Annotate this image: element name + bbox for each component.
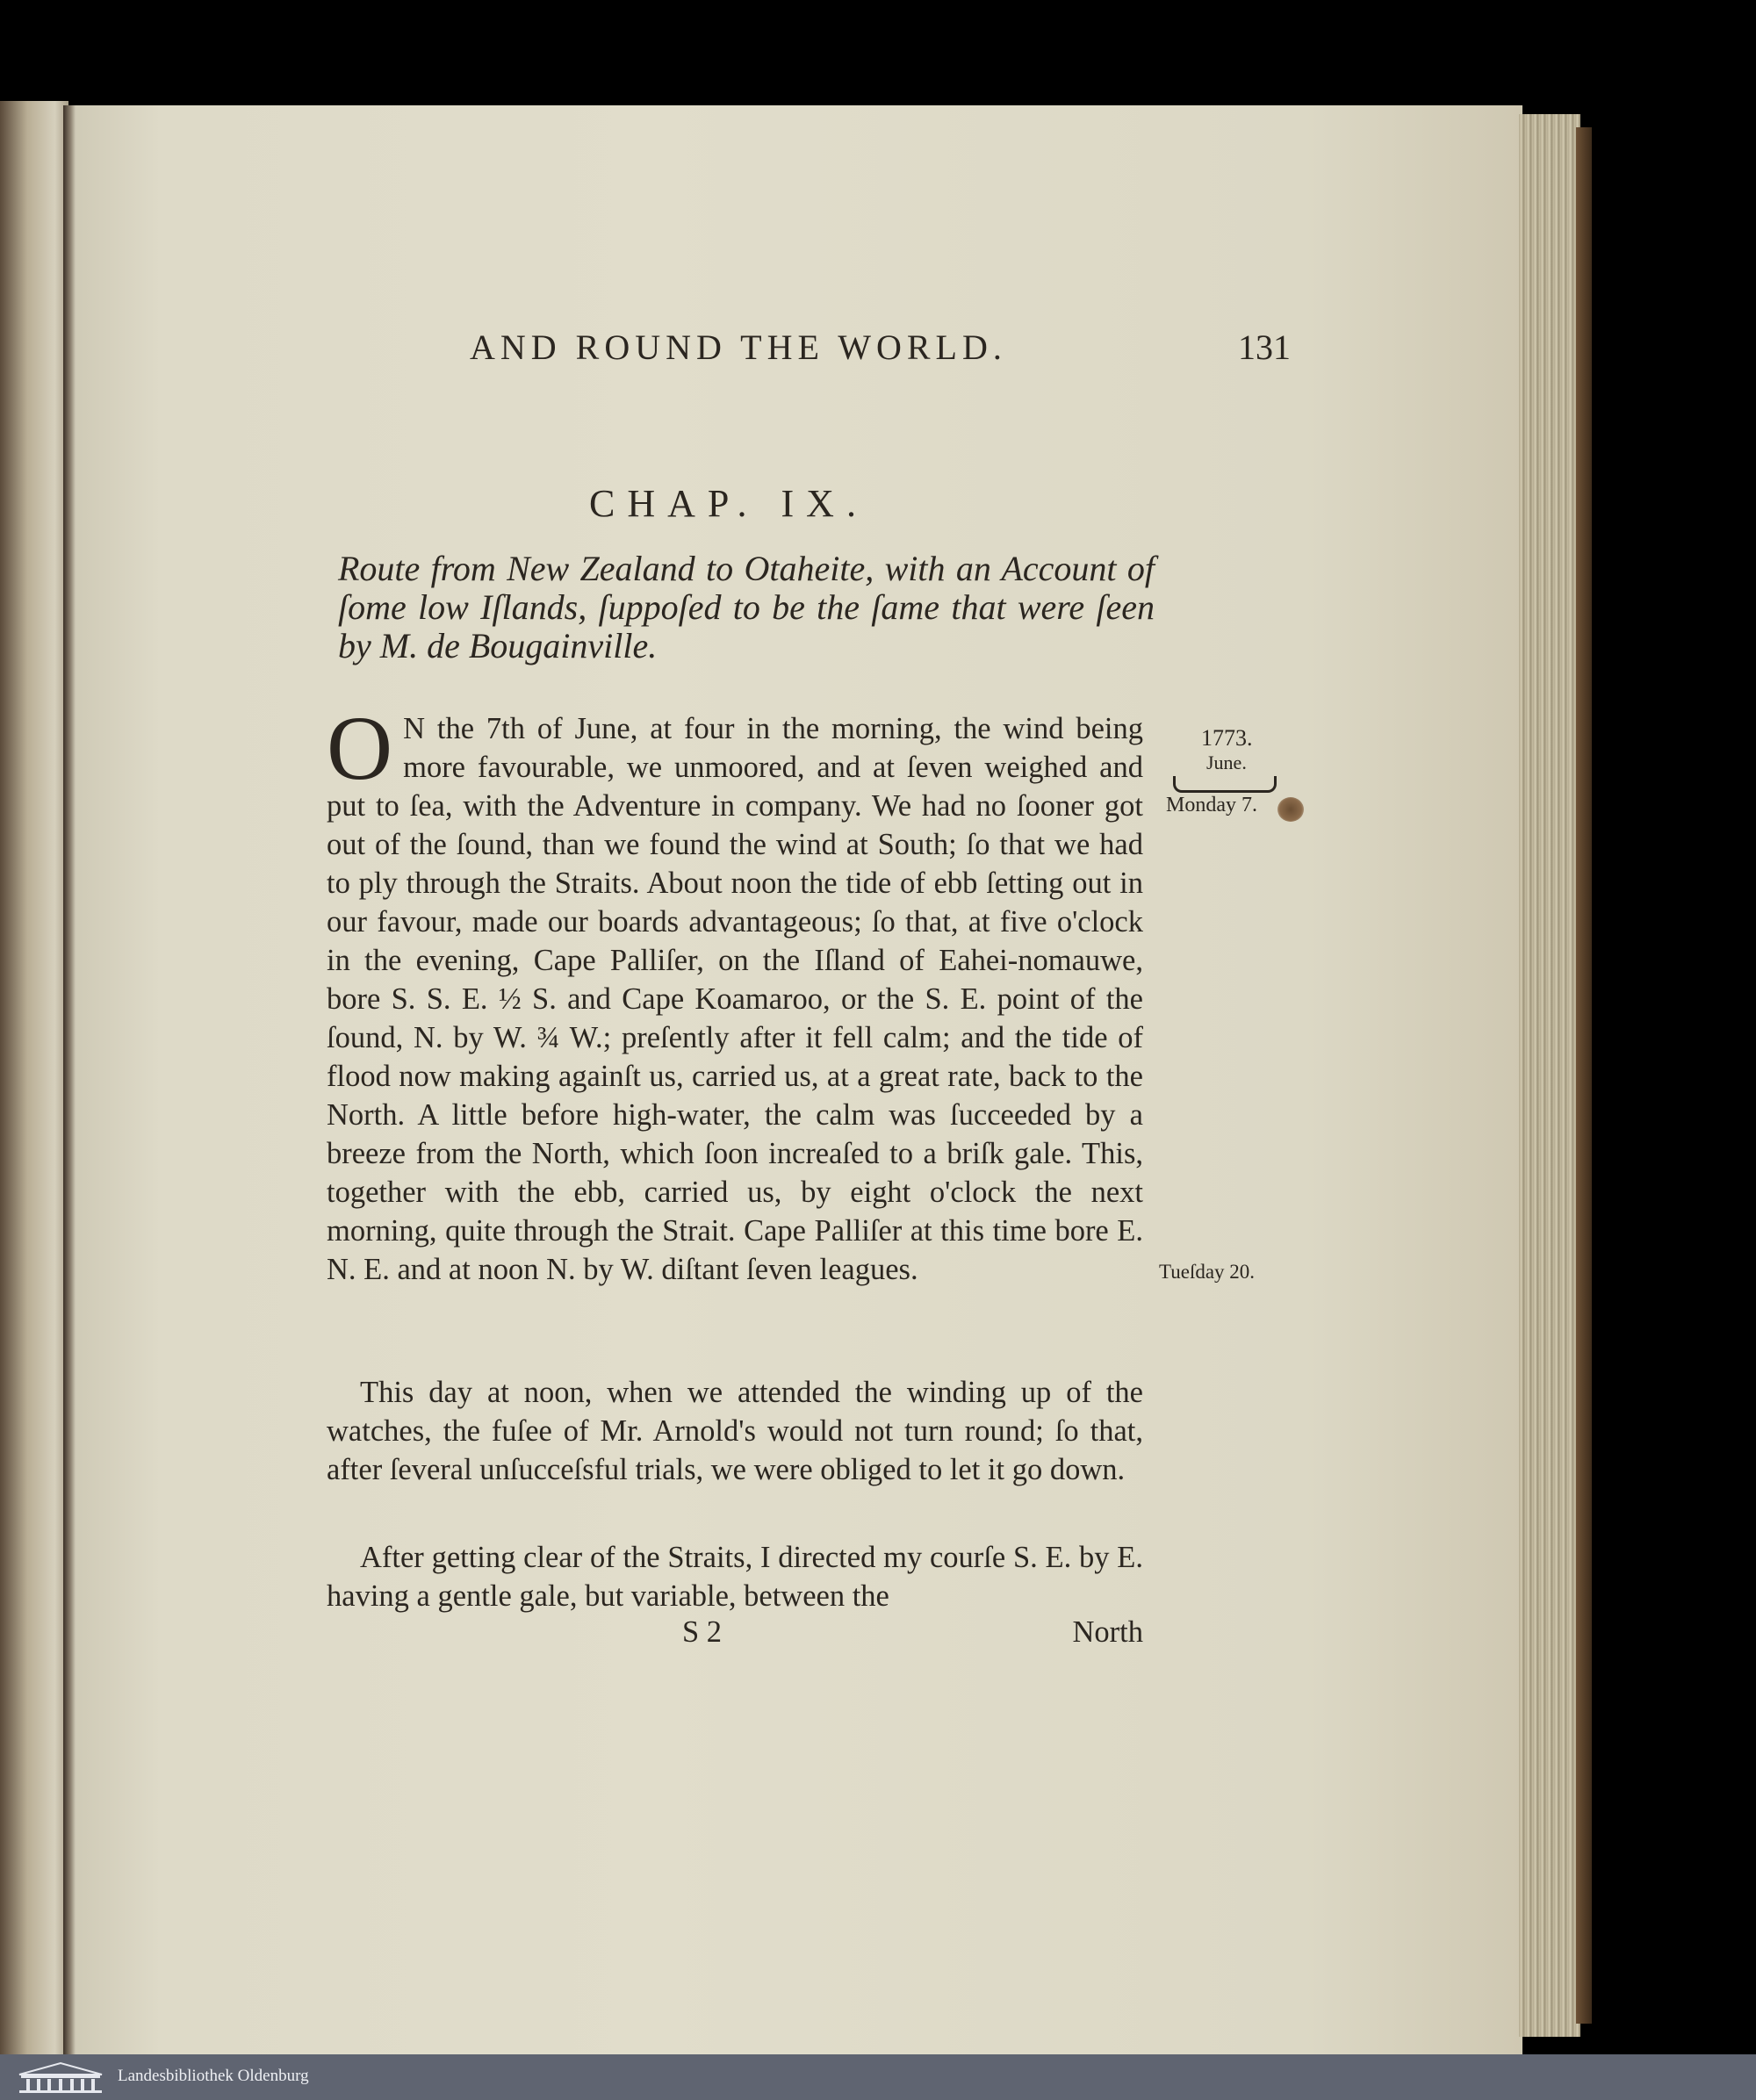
book-cover-edge xyxy=(1576,127,1592,2024)
margin-note-month: June. xyxy=(1206,752,1247,773)
running-head: AND ROUND THE WORLD. xyxy=(470,327,1007,367)
left-page-edge xyxy=(0,101,68,2054)
signature-mark: S 2 xyxy=(682,1615,723,1649)
paragraph-1-text: N the 7th of June, at four in the morning, the wind being more favourable, we unmoored, and at ſeven weighed and put to ſea, with the Adventure in company. We had no ſooner got out of the ſound, than we found the wind at South; ſo that we had to ply through the Straits. About noon the tide of ebb ſetting out in our favour, made our boards advantageous; ſo that, at five o'clock in the evening, Cape Palliſer, on the Iſland of Eahei-nomauwe, bore S. S. E. ½ S. and Cape Koamaroo, or the S. E. point of the ſound, N. by W. ¾ W.; preſently after it fell calm; and the tide of flood now making againſt us, carried us, at a great rate, back to the North. A little before high-water, the calm was ſucceeded by a breeze from the North, which ſoon increaſed to a briſk gale. This, together with the ebb, carried us, by eight o'clock the next morning, quite through the Strait. Cape Palliſer at this time bore E. N. E. and at noon N. by W. diſtant ſeven leagues. xyxy=(327,712,1143,1286)
margin-note-date-1: Monday 7. xyxy=(1166,794,1257,816)
library-building-icon xyxy=(12,2060,109,2094)
paragraph-1 xyxy=(327,698,1143,1377)
paragraph-3: After getting clear of the Straits, I directed my courſe S. E. by E. having a gentle gale, but variable, between the xyxy=(327,1541,1143,1613)
page-number: 131 xyxy=(1238,327,1291,367)
margin-note-date-2: Tueſday 20. xyxy=(1159,1261,1256,1283)
book-gutter xyxy=(63,105,76,2054)
catchword: North xyxy=(1072,1615,1143,1649)
chapter-heading: CHAP. IX. xyxy=(589,482,868,525)
margin-brace xyxy=(1173,776,1277,793)
footer-bar xyxy=(0,2054,1756,2100)
library-name: Landesbibliothek Oldenburg xyxy=(118,2067,309,2085)
page-fore-edge xyxy=(1519,114,1580,2037)
paragraph-2: This day at noon, when we attended the winding up of the watches, the fuſee of Mr. Arnold's would not turn round; ſo that, after ſeveral unſucceſsful trials, we were obliged to let it go down. xyxy=(327,1376,1143,1486)
chapter-subtitle: Route from New Zealand to Otaheite, with an Account of ſome low Iſlands, ſuppoſed to be the ſame that were ſeen by M. de Bougainville. xyxy=(338,549,1155,665)
margin-note-year: 1773. xyxy=(1201,725,1253,751)
footer-line xyxy=(327,1615,1143,1656)
ink-stain xyxy=(1277,797,1304,822)
drop-cap: O xyxy=(327,698,393,799)
